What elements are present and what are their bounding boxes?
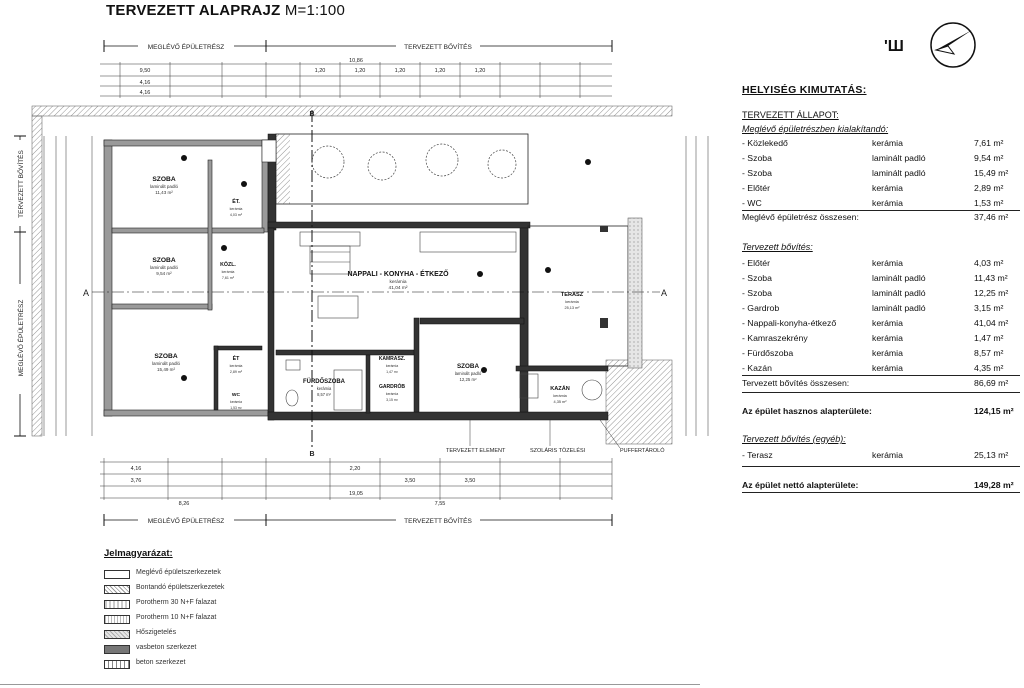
room-area: 7,61 m² (221, 276, 235, 280)
dim-top-8: 4,16 (139, 90, 151, 96)
entry-step (262, 140, 276, 162)
room-floor: kerámia (565, 300, 579, 304)
room-floor: laminált padló (454, 371, 482, 376)
zone-label-planned-side: TERVEZETT BŐVÍTÉS (18, 150, 25, 218)
schedule-row: - Közlekedő kerámia 7,61 m² (742, 138, 1004, 148)
room-floor: kerámia (385, 364, 399, 368)
room-floor: kerámia (316, 386, 332, 391)
room-floor: kerámia (389, 280, 407, 285)
annotation-1: TERVEZETT ELEMENT (446, 448, 506, 454)
schedule-heading: HELYISÉG KIMUTATÁS: (742, 84, 867, 96)
terrace-pillar-2 (600, 226, 608, 232)
room-floor: kerámia (230, 400, 242, 404)
dim-top-0: 9,50 (139, 68, 151, 74)
schedule-row: - Előtér kerámia 2,89 m² (742, 183, 1004, 193)
zone-label-planned-top: TERVEZETT BŐVÍTÉS (404, 44, 472, 51)
room-area: 4,03 m² (229, 213, 243, 217)
room-name: SZOBA (152, 176, 176, 183)
dim-top-3: 1,20 (394, 68, 406, 74)
dim-bottom-4: 3,50 (464, 478, 476, 484)
room-name: KÖZL. (220, 262, 236, 268)
dim-bottom-5: 19,05 (349, 491, 363, 497)
schedule-useful-total: Az épület hasznos alapterülete: 124,15 m² (742, 406, 1014, 416)
dim-bottom-1: 3,76 (130, 478, 142, 484)
room-area: 3,15 m² (386, 398, 398, 402)
terrace-pillar (600, 318, 608, 328)
north-arrow-icon (928, 20, 978, 70)
drawing-scale: M=1:100 (284, 2, 346, 19)
schedule-net-total: Az épület nettó alapterülete: 149,28 m² (742, 480, 1014, 490)
room-floor: laminált padló (149, 184, 179, 189)
room-name: KAZÁN (550, 386, 570, 392)
schedule-divider (742, 492, 1020, 493)
schedule-row: - WC kerámia 1,53 m² (742, 198, 1004, 208)
schedule-row: - Előtér kerámia 4,03 m² (742, 258, 1004, 268)
legend-item: Porotherm 10 N+F falazat (104, 615, 314, 625)
dim-bottom-6: 8,26 (178, 501, 190, 507)
dim-bottom-7: 7,55 (434, 501, 446, 507)
schedule-row: - Fürdőszoba kerámia 8,57 m² (742, 348, 1004, 358)
schedule-existing-heading: Meglévő épületrészben kialakítandó: (742, 124, 889, 134)
zone-bar-bottom (104, 514, 612, 526)
schedule-row: - Kazán kerámia 4,35 m² (742, 363, 1004, 373)
room-name: SZOBA (154, 353, 178, 360)
annotations (470, 420, 620, 448)
dim-top-5: 1,20 (474, 68, 486, 74)
site-hatch-right (606, 360, 672, 444)
dim-bottom-0: 4,16 (130, 466, 142, 472)
dim-top-7: 4,16 (139, 80, 151, 86)
schedule-existing-total: Meglévő épületrész összesen: 37,46 m² (742, 212, 1009, 222)
room-area: 2,89 m² (229, 370, 243, 374)
section-mark-a-right: A (660, 288, 668, 298)
room-floor: kerámia (221, 270, 235, 274)
schedule-row: - Szoba laminált padló 12,25 m² (742, 288, 1009, 298)
dimension-texts-top (140, 58, 486, 96)
dim-bottom-2: 2,20 (349, 466, 361, 472)
schedule-row: - Kamraszekrény kerámia 1,47 m² (742, 333, 1004, 343)
dimension-lines-left (44, 136, 92, 436)
room-floor: kerámia (229, 207, 243, 211)
room-area: 9,54 m² (156, 271, 172, 276)
dimension-lines-right (686, 136, 708, 436)
room-name: ÉT. (232, 199, 240, 205)
sheet-bottom-border (0, 684, 700, 685)
room-name: SZOBA (152, 257, 176, 264)
schedule-divider (742, 210, 1020, 211)
zone-label-existing-top: MEGLÉVŐ ÉPÜLETRÉSZ (147, 44, 225, 51)
dimension-ticks-top (120, 62, 580, 98)
room-name: TERASZ (560, 292, 584, 298)
room-floor: kerámia (229, 364, 243, 368)
legend-item: Meglévő épületszerkezetek (104, 570, 314, 580)
room-name: GARDRÓB (379, 384, 405, 390)
room-area: 1,53 m² (230, 406, 242, 410)
legend-item: beton szerkezet (104, 660, 314, 670)
site-hatch-top (32, 106, 672, 116)
room-area: 1,47 m² (386, 370, 398, 374)
dim-top-1: 1,20 (314, 68, 326, 74)
schedule-row: - Szoba laminált padló 9,54 m² (742, 153, 1004, 163)
schedule-divider (742, 375, 1020, 376)
legend-item: Hőszigetelés (104, 630, 314, 640)
legend-item: Bontandó épületszerkezetek (104, 585, 314, 595)
schedule-row: - Gardrob laminált padló 3,15 m² (742, 303, 1004, 313)
room-area: 15,49 m² (157, 367, 175, 372)
logo-mark: 'Ш (884, 38, 904, 55)
annotation-2: SZOLÁRIS TÖZELÉSI (530, 448, 586, 454)
schedule-row: - Szoba laminált padló 11,43 m² (742, 273, 1008, 283)
schedule-other-heading: Tervezett bővítés (egyéb): (742, 434, 846, 444)
terrace-edge (628, 218, 642, 368)
dim-top-6: 10,86 (349, 58, 363, 64)
room-area: 4,35 m² (553, 400, 567, 404)
legend-item: Porotherm 30 N+F falazat (104, 600, 314, 610)
room-area: 12,25 m² (459, 377, 477, 382)
site-hatch-left (32, 116, 42, 436)
section-mark-b-bottom: B (309, 451, 315, 458)
room-name: NAPPALI - KONYHA - ÉTKEZŐ (347, 271, 449, 278)
schedule-divider (742, 392, 1020, 393)
room-name: WC (231, 393, 241, 398)
room-floor: kerámia (385, 392, 399, 396)
section-mark-b-top: B (309, 111, 315, 118)
room-floor: laminált padló (151, 361, 181, 366)
schedule-planned-total: Tervezett bővítés összesen: 86,69 m² (742, 378, 1009, 388)
dim-bottom-3: 3,50 (404, 478, 416, 484)
legend-item: vasbeton szerkezet (104, 645, 314, 655)
zone-bar-left (14, 136, 26, 436)
room-name: SZOBA (456, 363, 480, 370)
schedule-divider (742, 466, 1020, 467)
drawing-title-main: TERVEZETT ALAPRAJZ (106, 2, 281, 19)
legend-title: Jelmagyarázat: (104, 548, 173, 559)
room-area: 41,04 m² (388, 286, 408, 291)
dim-top-4: 1,20 (434, 68, 446, 74)
section-mark-a-left: A (82, 288, 90, 298)
schedule-row: - Nappali-konyha-étkező kerámia 41,04 m² (742, 318, 1009, 328)
zone-bar-top (104, 40, 612, 52)
room-area: 11,43 m² (155, 190, 173, 195)
room-area: 8,57 m² (317, 392, 331, 397)
room-floor: laminált padló (149, 265, 179, 270)
dimension-texts-bottom (131, 466, 476, 507)
schedule-planned-heading: Tervezett bővítés: (742, 242, 813, 252)
garden-bed-hatch (276, 134, 290, 204)
bath-fixtures (286, 360, 362, 410)
schedule-row: - Terasz kerámia 25,13 m² (742, 450, 1009, 460)
room-area: 25,13 m² (564, 306, 580, 310)
schedule-row: - Szoba laminált padló 15,49 m² (742, 168, 1009, 178)
room-floor: kerámia (553, 394, 567, 398)
room-name: KAMRASZ. (378, 356, 406, 362)
room-name: ÉT (232, 356, 240, 362)
dim-top-2: 1,20 (354, 68, 366, 74)
room-name: FÜRDŐSZOBA (303, 379, 345, 385)
zone-label-existing-side: MEGLÉVŐ ÉPÜLETRÉSZ (18, 299, 25, 377)
zone-label-planned-bottom: TERVEZETT BŐVÍTÉS (404, 518, 472, 525)
schedule-state-heading: TERVEZETT ÁLLAPOT: (742, 110, 839, 120)
annotation-3: PUFFERTÁROLÓ (620, 448, 665, 454)
zone-label-existing-bottom: MEGLÉVŐ ÉPÜLETRÉSZ (147, 518, 225, 525)
